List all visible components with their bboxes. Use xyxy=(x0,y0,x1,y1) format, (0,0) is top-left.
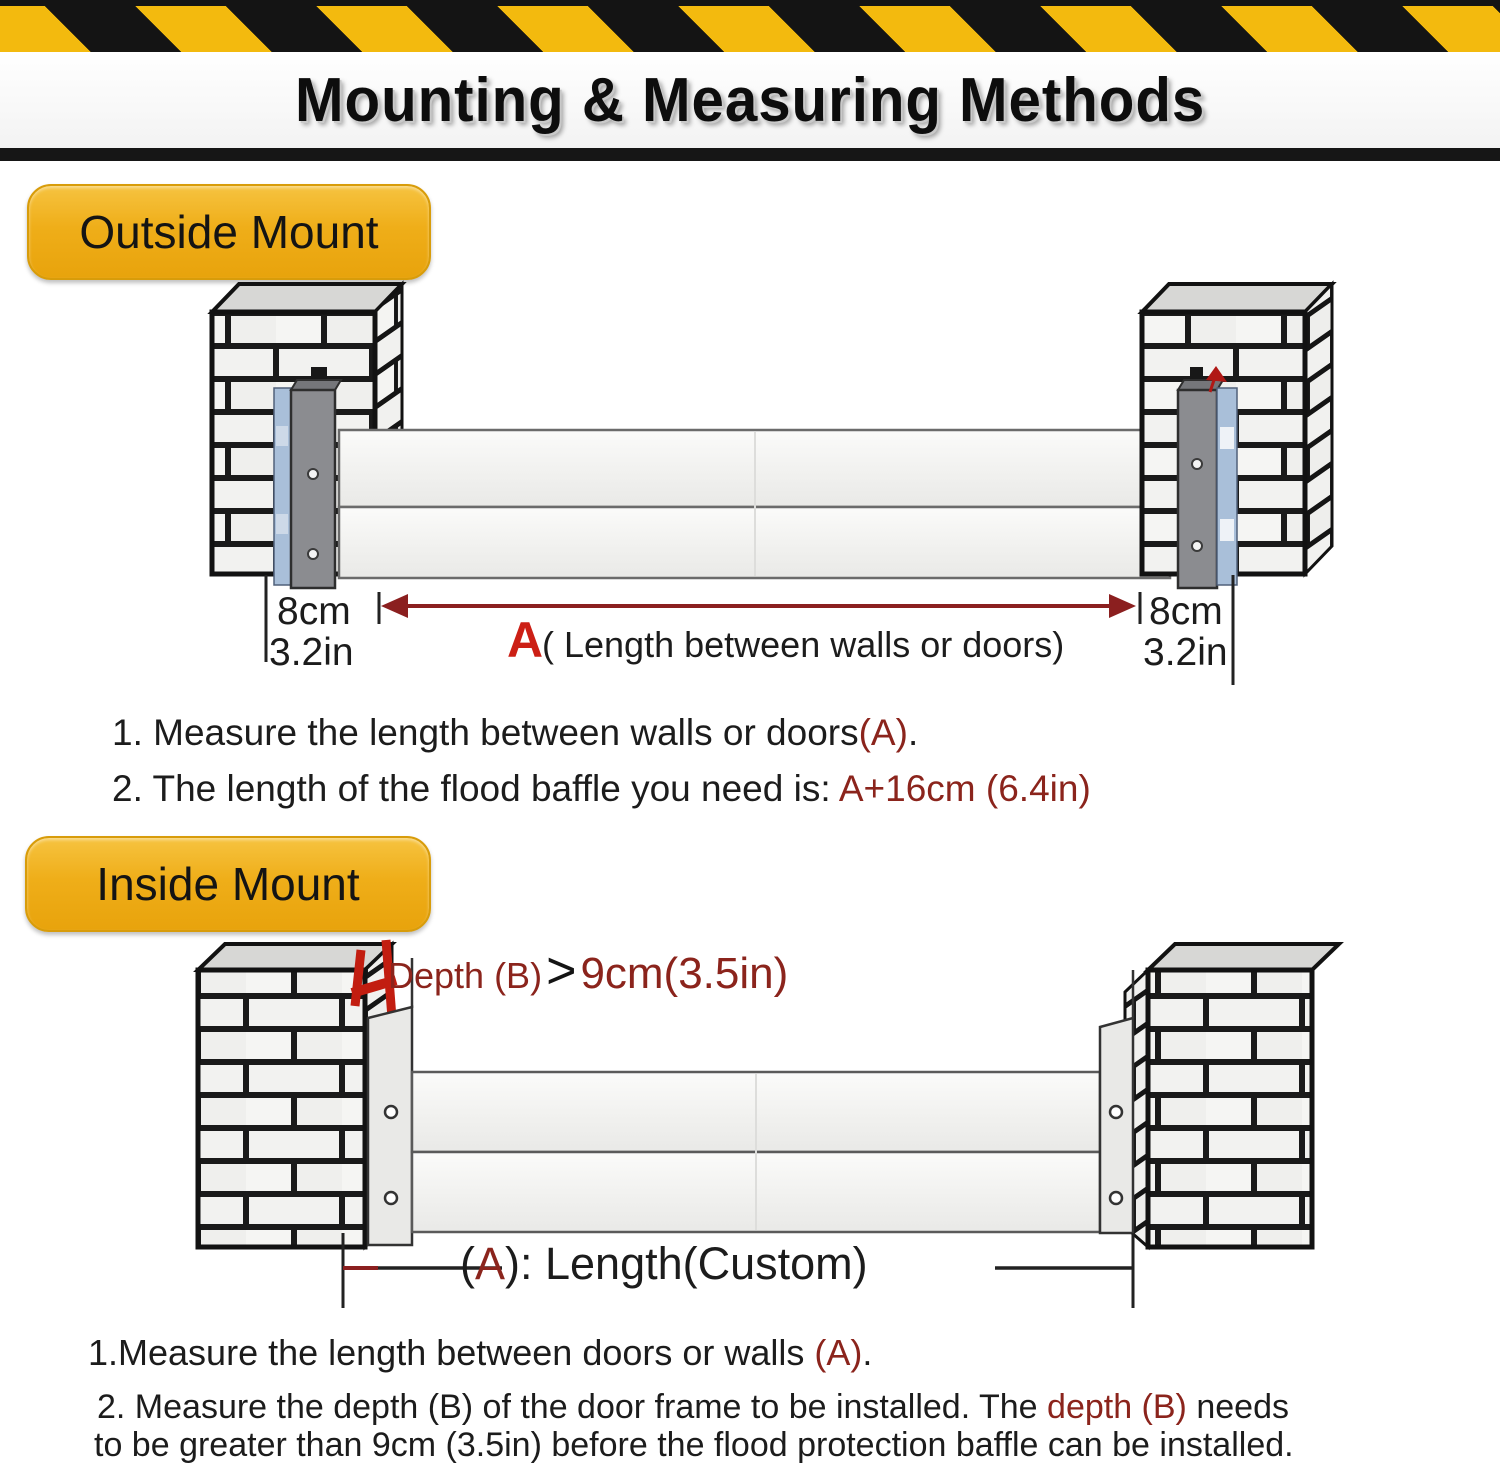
outside-step-2: 2. The length of the flood baffle you need is: A+16cm (6.4in) xyxy=(112,768,1091,809)
outside-step-1: 1. Measure the length between walls or doors(A). xyxy=(112,712,919,753)
inside-step-2-line-1: 2. Measure the depth (B) of the door frame to be installed. The depth (B) needs xyxy=(97,1388,1289,1426)
depth-label: Depth (B) xyxy=(388,955,543,996)
depth-annotation xyxy=(388,944,788,999)
right-channel xyxy=(1178,366,1237,588)
right-offset-in: 3.2in xyxy=(1143,631,1228,674)
inside-step-2-line-2: to be greater than 9cm (3.5in) before the flood protection baffle can be installed. xyxy=(94,1426,1294,1464)
header-divider xyxy=(0,148,1500,161)
flood-barrier-panels xyxy=(339,430,1170,578)
span-a-label: A xyxy=(507,612,544,668)
length-custom-label: (A): Length(Custom) xyxy=(460,1238,868,1289)
depth-value: 9cm(3.5in) xyxy=(580,949,789,998)
right-pillar xyxy=(1125,944,1339,1247)
left-channel xyxy=(274,380,341,588)
greater-than-sign: > xyxy=(546,942,577,1000)
inside-step-1: 1.Measure the length between doors or walls (A). xyxy=(88,1332,873,1373)
outside-mount-badge xyxy=(27,184,431,280)
left-offset-cm: 8cm xyxy=(277,590,351,633)
page-title: Mounting & Measuring Methods xyxy=(294,65,1206,135)
right-offset-cm: 8cm xyxy=(1149,590,1223,633)
inside-mount-badge-label: Inside Mount xyxy=(96,858,360,910)
span-a-text: ( Length between walls or doors) xyxy=(542,624,1065,665)
hazard-stripe-band xyxy=(0,0,1500,52)
inside-mount-badge xyxy=(25,836,431,932)
title-band xyxy=(0,52,1500,148)
outside-mount-badge-label: Outside Mount xyxy=(79,206,379,258)
left-offset-in: 3.2in xyxy=(269,631,354,674)
flood-barrier-panels xyxy=(412,1072,1100,1232)
